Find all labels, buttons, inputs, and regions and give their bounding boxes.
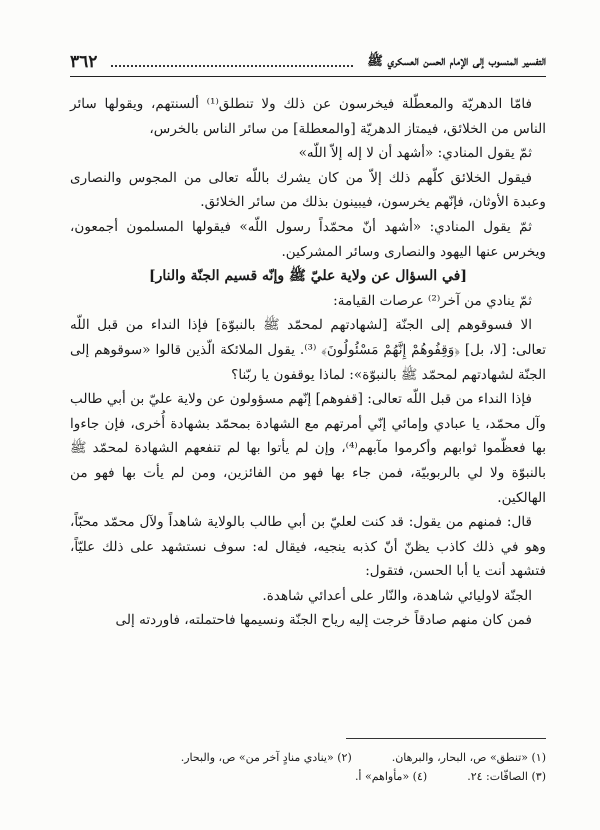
footnotes xyxy=(70,748,546,786)
footnote-rule xyxy=(346,738,546,739)
header-dotted-separator xyxy=(111,65,353,67)
page-header xyxy=(70,44,546,72)
header-rule xyxy=(70,76,546,77)
paragraph: الجنّة لاوليائي شاهدة، والنّار على أعدائي شاهدة. xyxy=(262,587,532,604)
footnote: (١) «تنطق» ص، البحار، والبرهان. xyxy=(391,751,546,764)
paragraph: ثمّ يقول المنادي: «أشهد أنّ محمّداً رسول اللّه» فيقولها المسلمون أجمعون، ويخرس عنها اليهود والنصارى وسائر المشركين. xyxy=(70,218,546,260)
paragraph: فمن كان منهم صادقاً خرجت إليه رياح الجنّة ونسيمها فاحتملته، فاوردته إلى xyxy=(115,612,532,629)
paragraph: فامّا الدهريّة والمعطّلة فيخرسون عن ذلك ولا تنطلق⁽¹⁾ ألسنتهم، ويقولها سائر الناس من الخلائق، فيمتاز الدهريّة [والمعطلة] من سائر الناس بالخرس، xyxy=(70,96,546,137)
running-title: التفسير المنسوب إلى الإمام الحسن العسكري ﷺ xyxy=(367,54,546,69)
paragraph: فيقول الخلائق كلّهم ذلك إلاّ من كان يشرك باللّه تعالى من المجوس والنصارى وعبدة الأوثان، فإنّهم يخرسون، فيبينون بذلك من سائر الخلائق. xyxy=(70,169,546,211)
main-text xyxy=(70,92,546,633)
paragraph: ثمّ ينادي من آخر⁽²⁾ عرصات القيامة: xyxy=(333,292,532,309)
paragraph: فإذا النداء من قبل اللّه تعالى: [قفوهم] إنّهم مسؤولون عن ولاية عليّ بن أبي طالب وآل محمّد، يا عبادي وإمائي إنّي أمرتهم مع الشهادة بمحمّد بشهادة أُخرى، فإن جاءوا بها فعظّموا ثوابهم وأكرموا مآبهم⁽⁴⁾، وإن لم يأتوا بها لم تنفعهم الشهادة لمحمّد ﷺ بالنبوّة ولا لي بالربوبيّة، فمن جاء بها فهو من الفائزين، ومن لم يأت بها فهو من الهالكين. xyxy=(70,391,546,506)
paragraph: ثمّ يقول المنادي: «أشهد أن لا إله إلاّ اللّه» xyxy=(298,145,532,162)
paragraph: الا فسوقوهم إلى الجنّة [لشهادتهم لمحمّد ﷺ بالنبوّة] فإذا النداء من قبل اللّه تعالى: [لا، بل] ﴿وَقِفُوهُمْ إِنَّهُمْ مَسْئُولُونَ﴾ ⁽³⁾. يقول الملائكة الّذين قالوا «سوقوهم إلى الجنّة لشهادتهم لمحمّد ﷺ بالنبوّة»: لماذا يوقفون يا ربّنا؟ xyxy=(70,317,546,383)
footnote: (٣) الصافّات: ٢٤. xyxy=(467,770,546,783)
section-heading: [في السؤال عن ولاية عليّ ﷺ وإنّه قسيم الجنّة والنار] xyxy=(148,268,467,285)
footnote: (٢) «ينادي منادٍ آخر من» ص، والبحار. xyxy=(180,751,352,764)
paragraph: قال: فمنهم من يقول: قد كنت لعليّ بن أبي طالب بالولاية شاهداً ولآل محمّد محبّاً، وهو في ذلك كاذب يظنّ أنّ كذبه ينجيه، فيقال له: سوف نستشهد على ذلك عليّاً، فتشهد أنت يا أبا الحسن، فتقول: xyxy=(70,514,546,580)
footnote-row xyxy=(70,767,546,786)
page-number: ٣٦٢ xyxy=(70,52,98,72)
footnote-row xyxy=(70,748,546,767)
footnote: (٤) «مأواهم» أ. xyxy=(354,770,428,783)
